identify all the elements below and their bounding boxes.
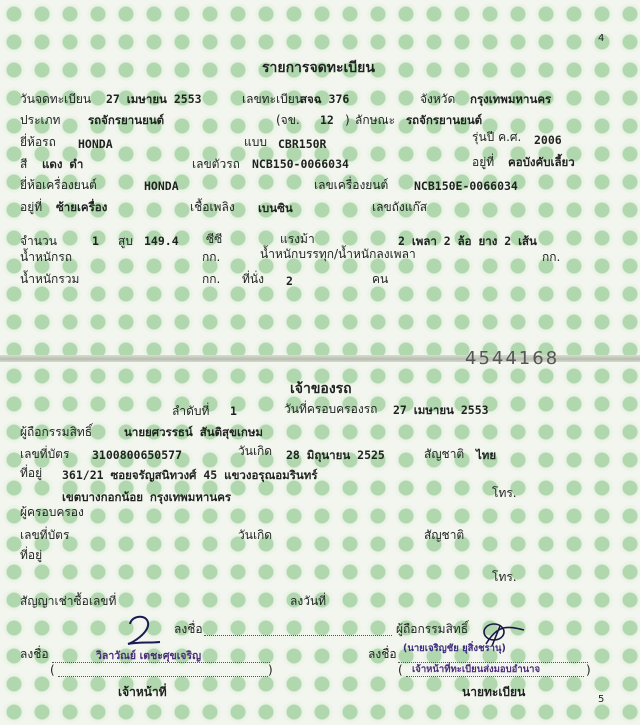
order-value: 1 [230, 404, 237, 418]
weight-unit: กก. [202, 250, 221, 264]
officer-label: เจ้าหน้าที่ [118, 685, 167, 699]
province-label: จังหวัด [420, 92, 456, 106]
model-value: CBR150R [278, 137, 327, 151]
officer-signature [120, 612, 164, 648]
sign1-label: ลงชื่อ [20, 647, 49, 661]
hp-label: แรงม้า [280, 232, 315, 246]
fuel-value: เบนซิน [258, 201, 293, 215]
possess-date: 27 เมษายน 2553 [393, 403, 489, 417]
model-label: แบบ [244, 135, 267, 149]
type-label: ประเภท [20, 113, 61, 127]
fuel-label: เชื้อเพลิง [190, 200, 235, 214]
lease-date-label: ลงวันที่ [290, 594, 327, 608]
jb-close: ) [345, 113, 350, 127]
load-label: น้ำหนักบรรทุก/น้ำหนักลงเพลา [260, 247, 416, 261]
registrar-name-stamp: (นายเจริญชัย ยุสิ่งชรานุ) [403, 643, 506, 654]
owner-page [0, 348, 640, 725]
owner-title: เจ้าของรถ [290, 381, 352, 397]
engine-loc-label: อยู่ที่ [20, 200, 43, 214]
body-loc-value: คอบังคับเลี้ยว [508, 155, 575, 169]
nat-label: สัญชาติ [424, 447, 465, 461]
officer-paren-line [58, 664, 268, 677]
registration-title: รายการจดทะเบียน [262, 60, 375, 76]
jb-label: (จข. [276, 113, 300, 127]
seats-label: ที่นั่ง [242, 272, 264, 286]
owner-sign-label: ผู้ถือกรรมสิทธิ์ [396, 622, 469, 636]
dob-value: 28 มิถุนายน 2525 [286, 448, 385, 462]
addr-line1: 361/21 ซอยจรัญสนิทวงศ์ 45 แขวงอรุณอมรินทร์ [62, 468, 318, 482]
brand-label: ยี่ห้อรถ [20, 135, 56, 149]
owner-label: ผู้ถือกรรมสิทธิ์ [20, 425, 93, 439]
total-weight-label: น้ำหนักรวม [20, 272, 80, 286]
nat-value: ไทย [476, 448, 497, 462]
reg-date-value: 27 เมษายน 2553 [106, 92, 202, 106]
holder-tel-label: โทร. [492, 570, 517, 584]
engine-no-label: เลขเครื่องยนต์ [314, 178, 389, 192]
cylinder-value: 1 [92, 234, 99, 248]
sign2-label: ลงชื่อ [368, 647, 397, 661]
addr-line2: เขตบางกอกน้อย กรุงเทพมหานคร [62, 490, 232, 504]
possess-label: วันที่ครอบครองรถ [284, 402, 378, 416]
body-no-label: เลขตัวรถ [192, 157, 240, 171]
serial-number: 4544168 [465, 348, 560, 369]
addr-label: ที่อยู่ [20, 466, 43, 480]
year-value: 2006 [534, 133, 562, 147]
gas-label: เลขถังแก๊ส [372, 200, 428, 214]
page-number-top: 4 [598, 33, 605, 44]
type-value: รถจักรยานยนต์ [88, 113, 165, 127]
owner-name: นายยศวรรธน์ สันติสุขเกษม [124, 425, 263, 439]
year-label: รุ่นปี ค.ศ. [472, 130, 522, 144]
cc-unit: ซีซี [206, 232, 223, 246]
id-value: 3100800650577 [92, 448, 183, 462]
registrar-paren-close: ) [586, 663, 591, 677]
seats-unit: คน [372, 272, 389, 286]
color-label: สี [20, 157, 28, 171]
char-value: รถจักรยานยนต์ [406, 113, 483, 127]
body-loc-label: อยู่ที่ [472, 155, 495, 169]
sign-name-line [204, 623, 392, 636]
sign-name-label: ลงชื่อ [174, 622, 203, 636]
engine-no-value: NCB150E-0066034 [414, 179, 518, 193]
dob-label: วันเกิด [238, 444, 273, 458]
qty-label: จำนวน [20, 234, 57, 248]
body-no-value: NCB150-0066034 [252, 157, 349, 171]
registrar-position-stamp: เจ้าหน้าที่ทะเบียนส่งมอบอำนาจ [412, 664, 541, 675]
holder-addr-label: ที่อยู่ [20, 548, 43, 562]
officer-name: วิลาวัณย์ เตชะศุขเจริญ [96, 650, 202, 662]
registration-page [0, 0, 640, 357]
weight-label: น้ำหนักรถ [20, 250, 73, 264]
holder-dob-label: วันเกิด [238, 528, 273, 542]
tel-label: โทร. [492, 486, 517, 500]
color-value: แดง ดำ [42, 157, 84, 171]
reg-no-value: สจฉ 376 [300, 92, 350, 106]
jb-value: 12 [320, 113, 334, 127]
total-weight-unit: กก. [202, 272, 221, 286]
seats-value: 2 [286, 274, 293, 288]
page-number-bottom: 5 [598, 694, 605, 705]
registrar-paren-open: ( [398, 663, 403, 677]
axle-value: 2 เพลา 2 ล้อ ยาง 2 เส้น [398, 234, 537, 248]
order-label: ลำดับที่ [172, 404, 210, 418]
reg-date-label: วันจดทะเบียน [20, 92, 92, 106]
engine-loc-value: ซ้ายเครื่อง [56, 200, 108, 214]
officer-paren-close: ) [268, 663, 273, 677]
holder-label: ผู้ครอบครอง [20, 505, 84, 519]
officer-paren-open: ( [50, 663, 55, 677]
id-label: เลขที่บัตร [20, 447, 70, 461]
lease-label: สัญญาเช่าซื้อเลขที่ [20, 594, 117, 608]
cc-value: 149.4 [144, 234, 179, 248]
reg-no-label: เลขทะเบียน [242, 92, 303, 106]
char-label: ลักษณะ [355, 113, 396, 127]
engine-brand-value: HONDA [144, 179, 179, 193]
holder-id-label: เลขที่บัตร [20, 528, 70, 542]
registrar-label: นายทะเบียน [462, 685, 526, 699]
cylinder-unit: สูบ [118, 234, 133, 248]
load-unit: กก. [542, 250, 561, 264]
province-value: กรุงเทพมหานคร [470, 92, 552, 106]
brand-value: HONDA [78, 137, 113, 151]
holder-nat-label: สัญชาติ [424, 528, 465, 542]
engine-brand-label: ยี่ห้อเครื่องยนต์ [20, 178, 97, 192]
